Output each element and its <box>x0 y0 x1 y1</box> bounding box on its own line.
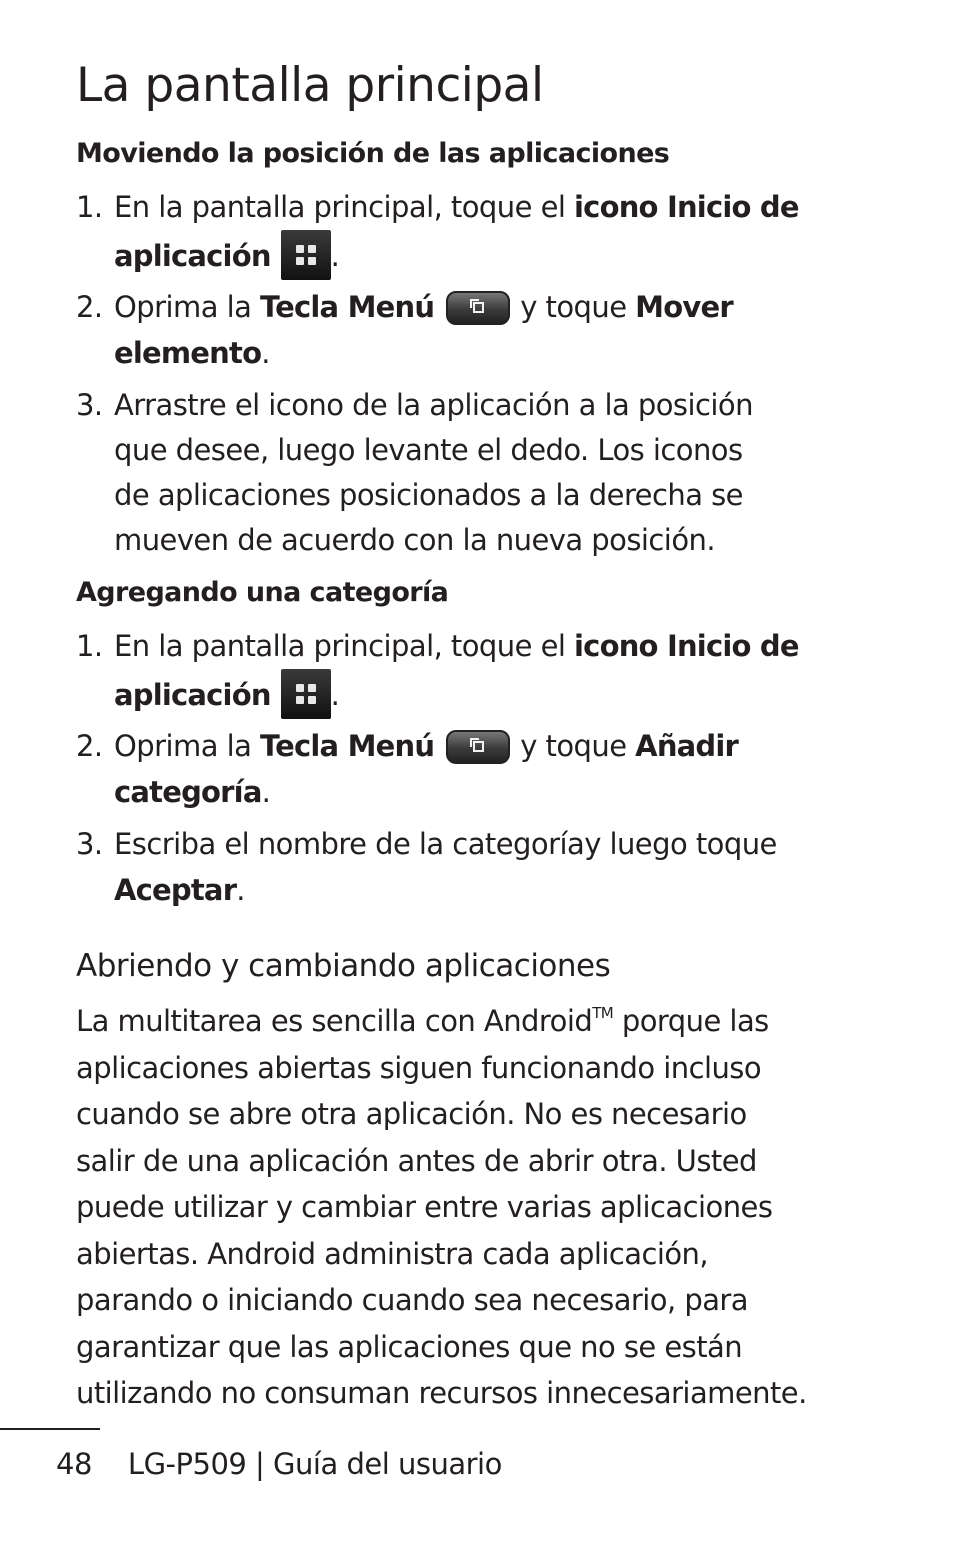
step-text: y toque <box>520 290 636 324</box>
section-heading-opening-switching: Abriendo y cambiando aplicaciones <box>76 948 611 984</box>
menu-key-icon <box>446 291 510 325</box>
step-text: En la pantalla principal, toque el <box>114 190 575 224</box>
step-3-category <box>76 821 866 913</box>
paragraph-text: porque las <box>613 1004 769 1038</box>
paragraph-line: garantizar que las aplicaciones que no se están <box>76 1329 743 1364</box>
paragraph-line: parando o iniciando cuando sea necesario, para <box>76 1283 749 1317</box>
step-line <box>114 669 866 715</box>
step-text: Oprima la <box>114 290 260 324</box>
step-number: 3. <box>76 827 103 861</box>
step-line <box>114 184 866 230</box>
step-number: 3. <box>76 388 103 422</box>
step-2-moving <box>76 284 866 376</box>
step-text: Oprima la <box>114 729 260 763</box>
section-heading-adding-category: Agregando una categoría <box>76 577 449 608</box>
guide-title: LG-P509 | Guía del usuario <box>127 1447 502 1481</box>
step-bold: Aceptar <box>114 873 237 907</box>
section-heading-moving-apps: Moviendo la posición de las aplicaciones <box>76 138 670 169</box>
page-footer <box>56 1444 502 1484</box>
step-number: 1. <box>76 629 103 663</box>
step-line <box>114 769 866 815</box>
footer-rule <box>0 1428 100 1430</box>
paragraph-line: puede utilizar y cambiar entre varias aplicaciones <box>76 1190 773 1224</box>
app-launcher-icon <box>281 230 331 280</box>
step-bold: Mover <box>635 290 733 324</box>
step-1-category <box>76 623 866 715</box>
step-bold: Añadir <box>635 729 739 763</box>
step-line <box>114 623 866 669</box>
step-bold: aplicación <box>114 239 271 273</box>
step-bold: categoría <box>114 775 262 809</box>
step-line <box>114 330 866 376</box>
step-2-category <box>76 723 866 815</box>
step-number: 2. <box>76 290 103 324</box>
step-line: de aplicaciones posicionados a la derecha se <box>114 478 743 512</box>
step-bold: Tecla Menú <box>260 290 435 324</box>
step-bold: aplicación <box>114 678 271 712</box>
step-bold: Tecla Menú <box>260 729 435 763</box>
step-text: . <box>261 775 271 809</box>
step-line <box>114 867 866 913</box>
paragraph-line: abiertas. Android administra cada aplicación, <box>76 1236 709 1271</box>
step-bold: elemento <box>114 336 262 370</box>
step-line <box>114 723 866 769</box>
step-bold: icono Inicio de <box>574 190 799 224</box>
menu-key-icon <box>446 730 510 764</box>
step-line: Arrastre el icono de la aplicación a la posición <box>114 388 753 422</box>
step-text: . <box>261 336 270 370</box>
multitasking-paragraph <box>76 998 876 1417</box>
paragraph-line: utilizando no consuman recursos innecesariamente. <box>76 1376 807 1410</box>
app-launcher-icon <box>281 669 331 719</box>
step-line: Escriba el nombre de la categoríay luego toque <box>114 827 777 861</box>
step-text: En la pantalla principal, toque el <box>114 629 575 663</box>
step-text: . <box>330 678 340 712</box>
paragraph-line: cuando se abre otra aplicación. No es necesario <box>76 1097 747 1131</box>
paragraph-line: salir de una aplicación antes de abrir otra. Usted <box>76 1143 757 1178</box>
step-line <box>114 284 866 330</box>
step-3-moving <box>76 383 866 563</box>
step-number: 2. <box>76 729 103 763</box>
paragraph-line <box>76 998 876 1045</box>
page-title: La pantalla principal <box>76 58 544 113</box>
step-line: mueven de acuerdo con la nueva posición. <box>114 523 716 557</box>
step-number: 1. <box>76 190 103 224</box>
step-line: que desee, luego levante el dedo. Los iconos <box>114 433 743 467</box>
step-1-moving <box>76 184 866 276</box>
page-number: 48 <box>56 1447 92 1481</box>
paragraph-line: aplicaciones abiertas siguen funcionando incluso <box>76 1050 762 1085</box>
step-line <box>114 230 866 276</box>
step-text: . <box>236 873 245 907</box>
step-bold: icono Inicio de <box>574 629 799 663</box>
paragraph-text: La multitarea es sencilla con Android <box>76 1004 593 1038</box>
step-text: y toque <box>520 729 636 763</box>
trademark-sup: TM <box>592 1004 614 1022</box>
step-text: . <box>330 239 340 273</box>
